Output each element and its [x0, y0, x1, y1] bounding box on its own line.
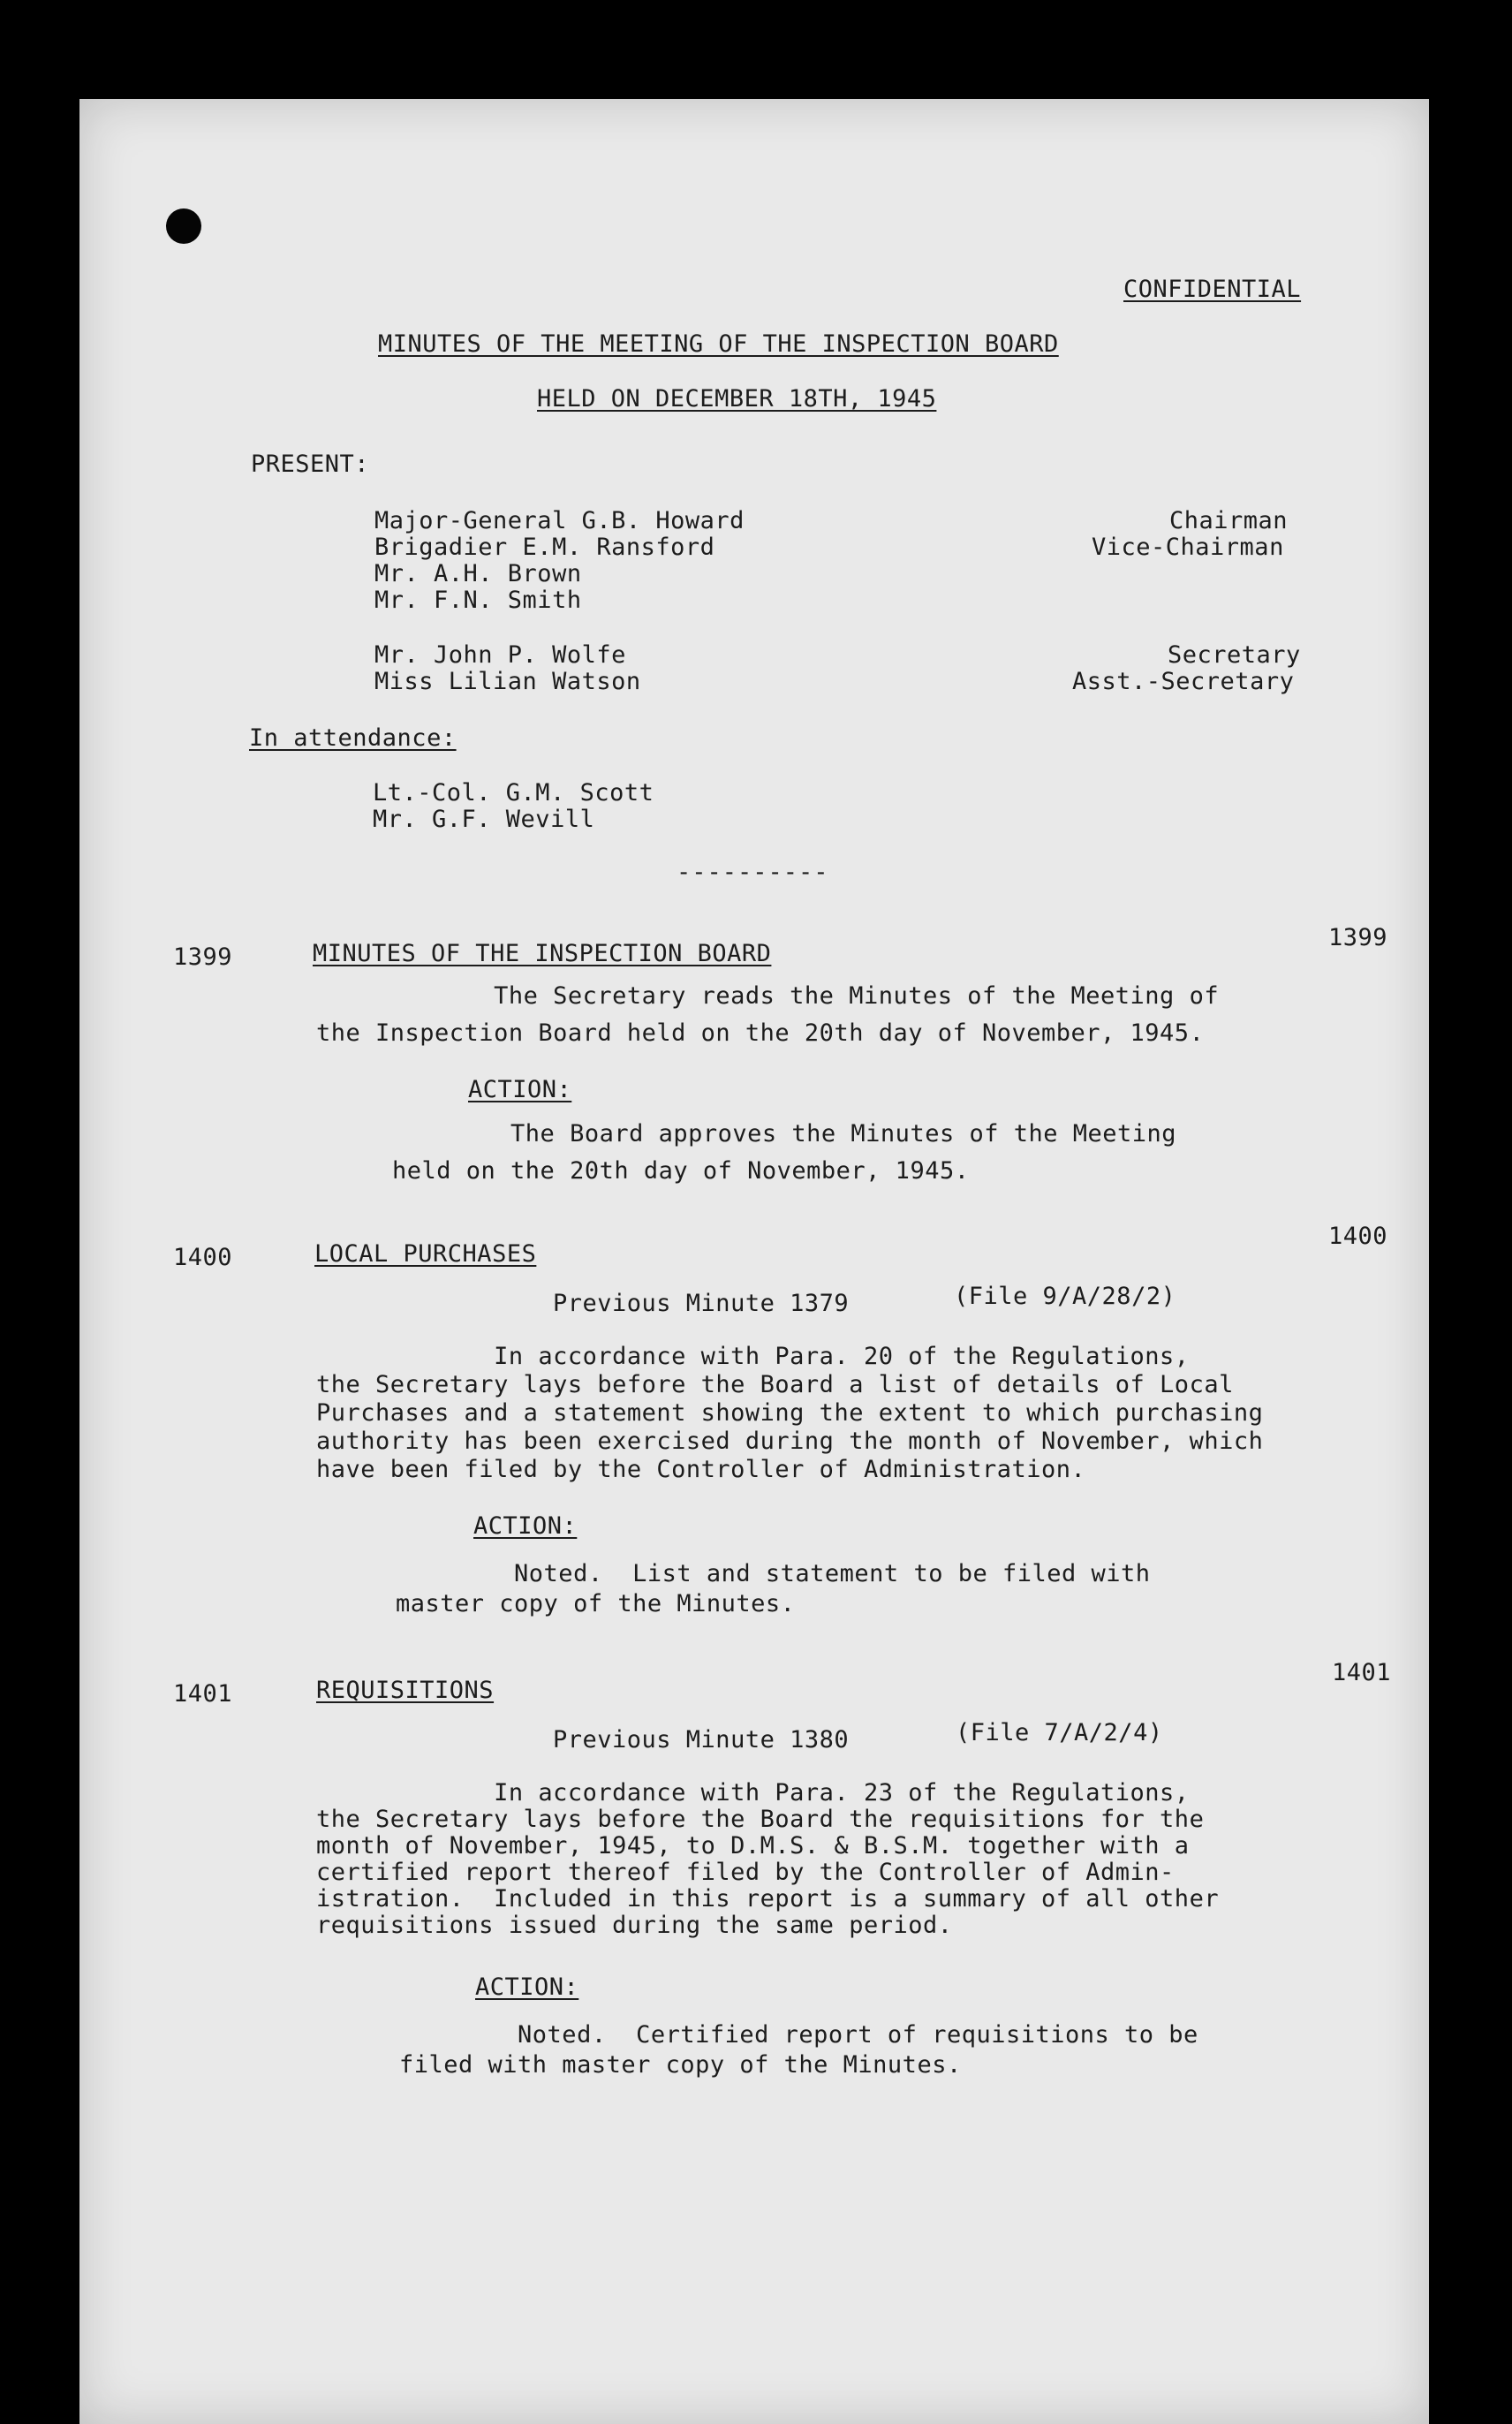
item-text-line: In accordance with Para. 23 of the Regulations,	[316, 1779, 1190, 1807]
officer-name: Mr. John P. Wolfe	[374, 641, 626, 669]
present-label: PRESENT:	[251, 451, 370, 478]
item-number-left: 1399	[173, 943, 233, 971]
previous-minute: Previous Minute 1380	[553, 1726, 850, 1754]
action-label: ACTION:	[468, 1076, 572, 1103]
item-number-left: 1401	[173, 1680, 233, 1708]
item-text-line: authority has been exercised during the month of November, which	[316, 1428, 1264, 1455]
file-reference: (File 7/A/2/4)	[956, 1719, 1163, 1746]
separator-line: ----------	[677, 859, 829, 886]
action-text-line: Noted. List and statement to be filed with	[396, 1560, 1151, 1587]
document-subtitle: HELD ON DECEMBER 18TH, 1945	[537, 385, 937, 413]
action-text-line: held on the 20th day of November, 1945.	[392, 1157, 970, 1185]
item-text-line: the Inspection Board held on the 20th day of November, 1945.	[316, 1019, 1205, 1047]
item-heading: MINUTES OF THE INSPECTION BOARD	[313, 940, 772, 967]
action-text-line: master copy of the Minutes.	[396, 1590, 796, 1617]
member-name: Major-General G.B. Howard	[374, 507, 745, 534]
document-title: MINUTES OF THE MEETING OF THE INSPECTION BOARD	[378, 330, 1059, 358]
previous-minute: Previous Minute 1379	[553, 1290, 850, 1317]
attendee-name: Mr. G.F. Wevill	[373, 806, 595, 833]
member-role: Chairman	[1169, 507, 1289, 534]
file-reference: (File 9/A/28/2)	[954, 1283, 1176, 1310]
classification-label: CONFIDENTIAL	[1123, 276, 1302, 303]
member-name: Brigadier E.M. Ransford	[374, 534, 715, 561]
item-text-line: In accordance with Para. 20 of the Regulations,	[316, 1343, 1190, 1370]
item-text-line: Purchases and a statement showing the extent to which purchasing	[316, 1399, 1264, 1427]
item-number-left: 1400	[173, 1244, 233, 1271]
member-name: Mr. A.H. Brown	[374, 560, 582, 587]
item-text-line: month of November, 1945, to D.M.S. & B.S.M. together with a	[316, 1832, 1190, 1860]
member-role: Vice-Chairman	[1092, 534, 1284, 561]
action-label: ACTION:	[475, 1973, 579, 2001]
attendance-label: In attendance:	[249, 724, 457, 752]
attendee-name: Lt.-Col. G.M. Scott	[373, 779, 654, 807]
item-number-right: 1400	[1328, 1223, 1388, 1250]
item-text-line: the Secretary lays before the Board a list of details of Local	[316, 1371, 1234, 1398]
item-number-right: 1401	[1332, 1659, 1392, 1686]
item-text-line: have been filed by the Controller of Administration.	[316, 1456, 1086, 1483]
officer-role: Secretary	[1168, 641, 1301, 669]
item-text-line: requisitions issued during the same period.	[316, 1912, 953, 1939]
action-text-line: filed with master copy of the Minutes.	[399, 2051, 962, 2079]
officer-name: Miss Lilian Watson	[374, 668, 641, 695]
officer-role: Asst.-Secretary	[1072, 668, 1295, 695]
punch-hole	[166, 208, 201, 244]
item-text-line: The Secretary reads the Minutes of the Meeting of	[316, 982, 1220, 1010]
item-text-line: istration. Included in this report is a summary of all other	[316, 1885, 1220, 1913]
member-name: Mr. F.N. Smith	[374, 587, 582, 614]
item-text-line: certified report thereof filed by the Controller of Admin-	[316, 1859, 1175, 1886]
item-heading: LOCAL PURCHASES	[314, 1240, 537, 1268]
action-text-line: Noted. Certified report of requisitions to be	[399, 2021, 1198, 2049]
item-text-line: the Secretary lays before the Board the requisitions for the	[316, 1806, 1205, 1833]
action-text-line: The Board approves the Minutes of the Meeting	[392, 1120, 1177, 1148]
item-number-right: 1399	[1328, 924, 1388, 951]
action-label: ACTION:	[473, 1512, 578, 1540]
item-heading: REQUISITIONS	[316, 1677, 495, 1704]
